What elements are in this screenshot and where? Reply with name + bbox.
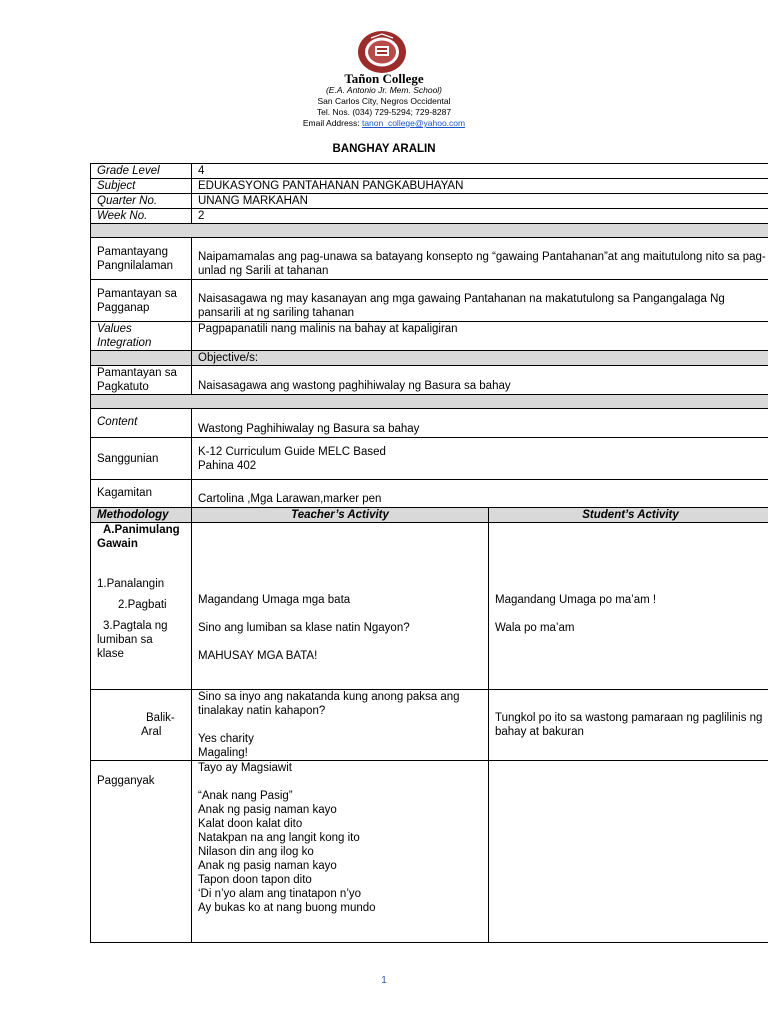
separator-row — [91, 224, 768, 238]
pagganyak-label-cell — [91, 761, 192, 943]
balik-aral-student-cell — [489, 690, 768, 761]
balik-aral-teacher-cell — [192, 690, 489, 761]
pagganap-label: Pamantayan sa Pagganap — [91, 280, 192, 322]
lyric-line: Anak ng pasig naman kayo — [198, 860, 337, 872]
pangnilalaman-label: Pamantayang Pangnilalaman — [91, 238, 192, 280]
week-label: Week No. — [91, 209, 192, 224]
separator-row-2 — [91, 395, 768, 409]
panimula-heading-2: Gawain — [97, 538, 138, 550]
objective-blank-cell — [91, 351, 192, 366]
kagamitan-label: Kagamitan — [91, 480, 192, 508]
student-activity-header: Student’s Activity — [489, 508, 768, 523]
sanggunian-cell — [192, 438, 768, 480]
panimula-teacher-cell — [192, 523, 489, 690]
school-telephone: Tel. Nos. (034) 729-5294; 729-8287 — [316, 107, 452, 117]
panimula-heading-1: A.Panimulang — [103, 524, 180, 536]
lyric-line: Ay bukas ko at nang buong mundo — [198, 902, 376, 914]
balik-aral-label-2: Aral — [141, 726, 162, 738]
methodology-header: Methodology — [91, 508, 192, 523]
step-pagtala-1: 3.Pagtala ng — [103, 620, 168, 632]
step-pagtala-3: klase — [97, 648, 124, 660]
content-text: Wastong Paghihiwalay ng Basura sa bahay — [192, 409, 768, 438]
quarter-label: Quarter No. — [91, 194, 192, 209]
student-attendance-answer: Wala po ma’am — [495, 622, 575, 634]
school-email-line — [0, 118, 768, 129]
kagamitan-row — [91, 480, 768, 508]
lyric-line: Kalat doon kalat dito — [198, 818, 303, 830]
pagganyak-label: Pagganyak — [97, 775, 155, 787]
sanggunian-label: Sanggunian — [91, 438, 192, 480]
content-label: Content — [91, 409, 192, 438]
balik-aral-question: Sino sa inyo ang nakatanda kung anong paksa ang tinalakay natin kahapon? — [198, 691, 460, 717]
panimula-row — [91, 523, 768, 690]
pangnilalaman-text: Naipamamalas ang pag-unawa sa batayang konsepto ng “gawaing Pantahanan”at ang maitutulong nito sa pag-unlad ng Sarili at tahanan — [192, 238, 768, 280]
sanggunian-line-2: Pahina 402 — [198, 459, 257, 472]
pagkatuto-row — [91, 366, 768, 395]
balik-aral-reply-1: Yes charity — [198, 733, 254, 745]
balik-aral-label-cell — [91, 690, 192, 761]
page-number: 1 — [381, 975, 387, 986]
sanggunian-row — [91, 438, 768, 480]
lesson-plan-table — [90, 163, 768, 943]
pagganyak-intro: Tayo ay Magsiawit — [198, 762, 292, 774]
lyric-line: Nilason din ang ilog ko — [198, 846, 314, 858]
pagganyak-teacher-cell — [192, 761, 489, 943]
grade-level-row — [91, 164, 768, 179]
values-text: Pagpapanatili nang malinis na bahay at kapaligiran — [192, 322, 768, 351]
values-label: Values Integration — [91, 322, 192, 351]
separator-cell-2 — [91, 395, 768, 409]
school-subtitle: (E.A. Antonio Jr. Mem. School) — [325, 85, 443, 95]
lyric-line: ‘Di n’yo alam ang tinatapon n’yo — [198, 888, 362, 900]
lyric-line: Natakpan na ang langit kong ito — [198, 832, 360, 844]
balik-aral-answer: Tungkol po ito sa wastong pamaraan ng paglilinis ng bahay at bakuran — [495, 712, 763, 738]
week-value: 2 — [192, 209, 768, 224]
subject-label: Subject — [91, 179, 192, 194]
values-row — [91, 322, 768, 351]
teacher-praise: MAHUSAY MGA BATA! — [198, 650, 318, 662]
grade-level-value: 4 — [192, 164, 768, 179]
balik-aral-label-1: Balik- — [146, 712, 175, 724]
document-title: BANGHAY ARALIN — [332, 143, 436, 155]
lyric-line: Tapon doon tapon dito — [198, 874, 312, 886]
panimula-method-cell — [91, 523, 192, 690]
balik-aral-reply-2: Magaling! — [198, 747, 248, 759]
quarter-value: UNANG MARKAHAN — [192, 194, 768, 209]
teacher-greeting: Magandang Umaga mga bata — [198, 594, 351, 606]
objective-row — [91, 351, 768, 366]
subject-row — [91, 179, 768, 194]
step-pagbati: 2.Pagbati — [118, 599, 167, 611]
separator-cell — [91, 224, 768, 238]
pagganap-text: Naisasagawa ng may kasanayan ang mga gawaing Pantahanan na makatutulong sa Pangangalaga Ng pansarili at ng sariling tahanan — [192, 280, 768, 322]
lyric-line: Anak ng pasig naman kayo — [198, 804, 337, 816]
step-pagtala-2: lumiban sa — [97, 634, 153, 646]
college-seal-icon — [357, 30, 407, 74]
pagganap-row — [91, 280, 768, 322]
pangnilalaman-row — [91, 238, 768, 280]
pagganyak-row — [91, 761, 768, 943]
week-row — [91, 209, 768, 224]
balik-aral-row — [91, 690, 768, 761]
email-label: Email Address: — [302, 118, 360, 128]
activity-header-row — [91, 508, 768, 523]
grade-level-label: Grade Level — [91, 164, 192, 179]
panimula-student-cell — [489, 523, 768, 690]
pagkatuto-label: Pamantayan sa Pagkatuto — [91, 366, 192, 395]
school-name: Tañon College — [344, 71, 424, 86]
content-row — [91, 409, 768, 438]
sanggunian-line-1: K-12 Curriculum Guide MELC Based — [198, 445, 386, 458]
song-title: “Anak nang Pasig” — [198, 790, 293, 802]
student-greeting: Magandang Umaga po ma’am ! — [495, 594, 657, 606]
school-address: San Carlos City, Negros Occidental — [317, 96, 451, 106]
pagkatuto-text: Naisasagawa ang wastong paghihiwalay ng Basura sa bahay — [192, 366, 768, 395]
pagganyak-student-cell — [489, 761, 768, 943]
step-panalangin: 1.Panalangin — [97, 578, 165, 590]
teacher-attendance-question: Sino ang lumiban sa klase natin Ngayon? — [198, 622, 410, 634]
objective-label: Objective/s: — [192, 351, 768, 366]
kagamitan-text: Cartolina ,Mga Larawan,marker pen — [192, 480, 768, 508]
quarter-row — [91, 194, 768, 209]
email-link[interactable]: tanon_college@yahoo.com — [361, 118, 466, 128]
teacher-activity-header: Teacher’s Activity — [192, 508, 489, 523]
subject-value: EDUKASYONG PANTAHANAN PANGKABUHAYAN — [192, 179, 768, 194]
